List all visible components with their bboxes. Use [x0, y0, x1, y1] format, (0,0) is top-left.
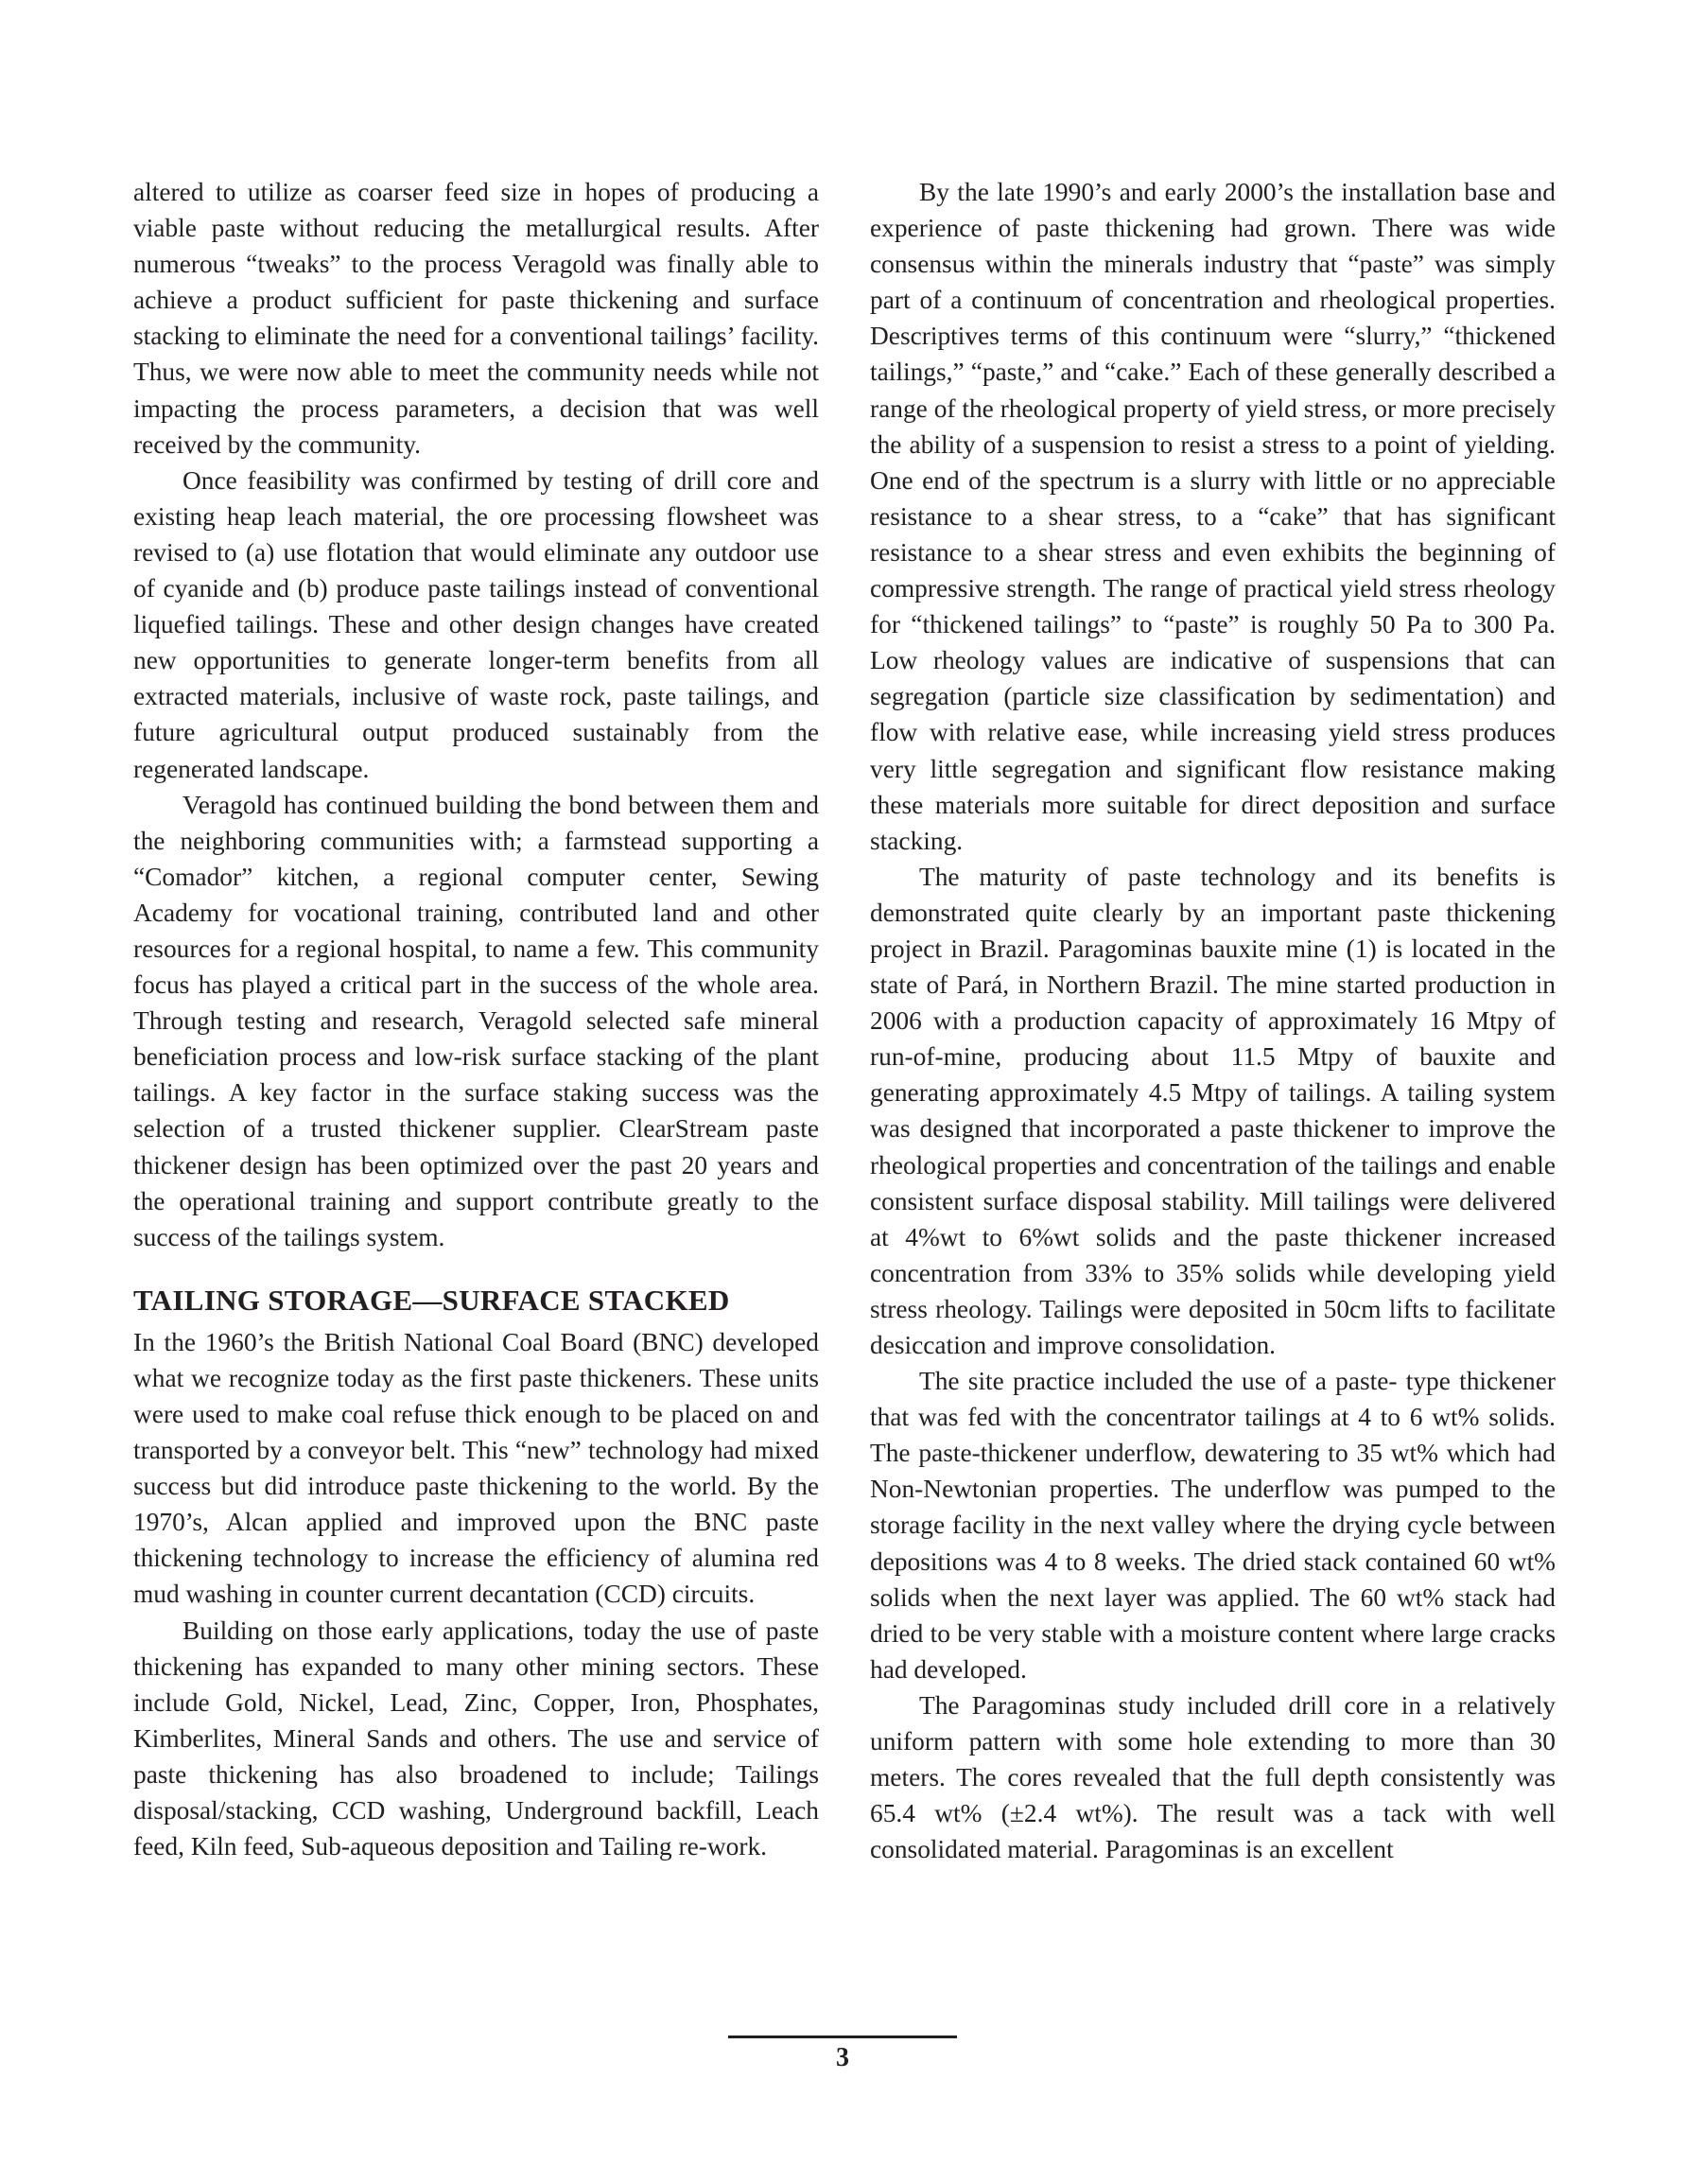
paragraph-continuum: By the late 1990’s and early 2000’s the installation base and experience of paste thickening had grown. There was wide consensus within the minerals industry that “paste” was simply part of a continuum of concentration and rheological properties. Descriptives terms of this continuum were “slurry,” “thickened tailings,” “paste,” and “cake.” Each of these generally described a range of the rheological property of yield stress, or more precisely the ability of a suspension to resist a stress to a point of yielding. One end of the spectrum is a slurry with little or no appreciable resistance to a shear stress, to a “cake” that has significant resistance to a shear stress and even exhibits the beginning of compressive strength. The range of practical yield stress rheology for “thickened tailings” to “paste” is roughly 50 Pa to 300 Pa. Low rheology values are indicative of suspensions that can segregation (particle size classification by sedimentation) and flow with relative ease, while increasing yield stress produces very little segregation and significant flow resistance making these materials more suitable for direct deposition and surface stacking. — [870, 178, 1556, 855]
paragraph-continued-text: altered to utilize as coarser feed size in hopes of producing a viable paste without reducing the metallurgical results. After numerous “tweaks” to the process Veragold was finally able to achieve a product sufficient for paste thickening and surface stacking to eliminate the need for a conventional tailings’ facility. Thus, we were now able to meet the community needs while not impacting the process parameters, a decision that was well received by the community. — [133, 178, 819, 459]
section-heading: TAILING STORAGE—SURFACE STACKED — [133, 1283, 730, 1317]
right-column — [870, 174, 1556, 1867]
page-number: 3 — [836, 2043, 849, 2072]
paragraph-drill-core: The Paragominas study included drill core in a relatively uniform pattern with some hole extending to more than 30 meters. The cores revealed that the full depth consistently was 65.4 wt% (±2.4 wt%). The result was a tack with well consolidated material. Paragominas is an excellent — [870, 1690, 1556, 1864]
paragraph-history: In the 1960’s the British National Coal Board (BNC) developed what we recognize today as the first paste thickeners. These units were used to make coal refuse thick enough to be placed on and transported by a conveyor belt. This “new” technology had mixed success but did introduce paste thickening to the world. By the 1970’s, Alcan applied and improved upon the BNC paste thickening technology to increase the efficiency of alumina red mud washing in counter current decantation (CCD) circuits. — [133, 1327, 819, 1609]
paragraph-feasibility: Once feasibility was confirmed by testing of drill core and existing heap leach material, the ore processing flowsheet was revised to (a) use flotation that would eliminate any outdoor use of cyanide and (b) produce paste tailings instead of conventional liquefied tailings. These and other design changes have created new opportunities to generate longer-term benefits from all extracted materials, inclusive of waste rock, paste tailings, and future agricultural output produced sustainably from the regenerated landscape. — [133, 465, 819, 783]
paragraph-applications: Building on those early applications, today the use of paste thickening has expanded to many other mining sectors. These include Gold, Nickel, Lead, Zinc, Copper, Iron, Phosphates, Kimberlites, Mineral Sands and others. The use and service of paste thickening has also broadened to include; Tailings disposal/stacking, CCD washing, Underground backfill, Leach feed, Kiln feed, Sub-aqueous deposition and Tailing re-work. — [133, 1616, 819, 1861]
left-column — [133, 174, 819, 1864]
paragraph-community: Veragold has continued building the bond between them and the neighboring communities with; a farmstead supporting a “Comador” kitchen, a regional computer center, Sewing Academy for vocational training, contributed land and other resources for a regional hospital, to name a few. This community focus has played a critical part in the success of the whole area. Through testing and research, Veragold selected safe mineral beneficiation process and low-risk surface stacking of the plant tailings. A key factor in the surface staking success was the selection of a trusted thickener supplier. ClearStream paste thickener design has been optimized over the past 20 years and the operational training and support contribute greatly to the success of the tailings system. — [133, 790, 819, 1251]
paragraph-site-practice: The site practice included the use of a paste- type thickener that was fed with the concentrator tailings at 4 to 6 wt% solids. The paste-thickener underflow, dewatering to 35 wt% which had Non-Newtonian properties. The underflow was pumped to the storage facility in the next valley where the drying cycle between depositions was 4 to 8 weeks. The dried stack contained 60 wt% solids when the next layer was applied. The 60 wt% stack had dried to be very stable with a moisture content where large cracks had developed. — [870, 1367, 1556, 1684]
paragraph-paragominas: The maturity of paste technology and its benefits is demonstrated quite clearly by an important paste thickening project in Brazil. Paragominas bauxite mine (1) is located in the state of Pará, in Northern Brazil. The mine started production in 2006 with a production capacity of approximately 16 Mtpy of run-of-mine, producing about 11.5 Mtpy of bauxite and generating approximately 4.5 Mtpy of tailings. A tailing system was designed that incorporated a paste thickener to improve the rheological properties and concentration of the tailings and enable consistent surface disposal stability. Mill tailings were delivered at 4%wt to 6%wt solids and the paste thickener increased concentration from 33% to 35% solids while developing yield stress rheology. Tailings were deposited in 50cm lifts to facilitate desiccation and improve consolidation. — [870, 862, 1556, 1359]
footer-rule — [728, 2035, 957, 2038]
